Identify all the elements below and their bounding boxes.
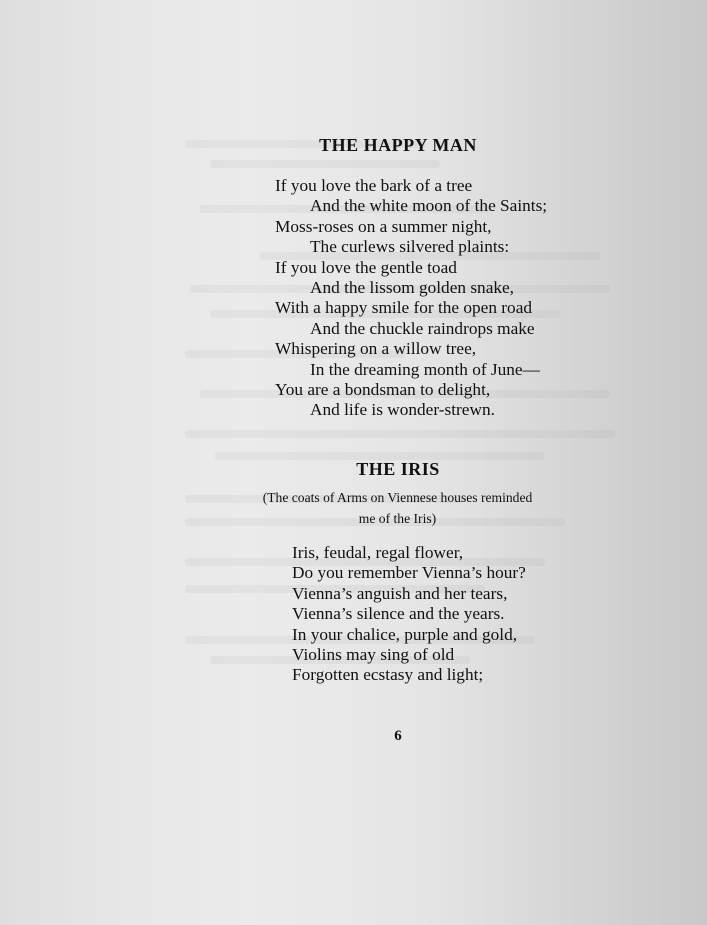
- poem-line: Whispering on a willow tree,: [275, 339, 477, 359]
- poem-line: And the lissom golden snake,: [310, 278, 514, 298]
- poem-iris: [292, 543, 526, 686]
- poem-title-iris: THE IRIS: [356, 459, 440, 479]
- poem-line: You are a bondsman to delight,: [275, 380, 491, 400]
- poem-line: If you love the gentle toad: [275, 257, 457, 277]
- poem-line: With a happy smile for the open road: [275, 298, 533, 318]
- poem-line: Do you remember Vienna’s hour?: [292, 563, 526, 583]
- poem-line: And the chuckle raindrops make: [310, 318, 535, 338]
- poem-title-happy-man: THE HAPPY MAN: [319, 135, 477, 155]
- poem-line: Iris, feudal, regal flower,: [292, 543, 464, 562]
- poem-line: Forgotten ecstasy and light;: [292, 665, 484, 685]
- poem-line: In your chalice, purple and gold,: [292, 624, 518, 644]
- poem-happy-man: [275, 176, 547, 421]
- poem-line: If you love the bark of a tree: [275, 176, 473, 195]
- poem-line: And the white moon of the Saints;: [310, 196, 548, 216]
- poem-line: And life is wonder-strewn.: [310, 400, 495, 420]
- poem-subtitle: [0, 487, 707, 529]
- poem-line: Vienna’s silence and the years.: [292, 604, 505, 624]
- poem-subtitle-line: (The coats of Arms on Viennese houses reminded: [262, 490, 533, 505]
- poem-line: Moss-roses on a summer night,: [275, 216, 492, 236]
- poem-line: In the dreaming month of June—: [310, 359, 540, 379]
- poem-subtitle-line: me of the Iris): [358, 511, 437, 526]
- page-number: 6: [394, 728, 402, 744]
- poem-line: Violins may sing of old: [292, 645, 455, 665]
- poem-line: Vienna’s anguish and her tears,: [292, 583, 508, 603]
- poem-line: The curlews silvered plaints:: [310, 237, 510, 257]
